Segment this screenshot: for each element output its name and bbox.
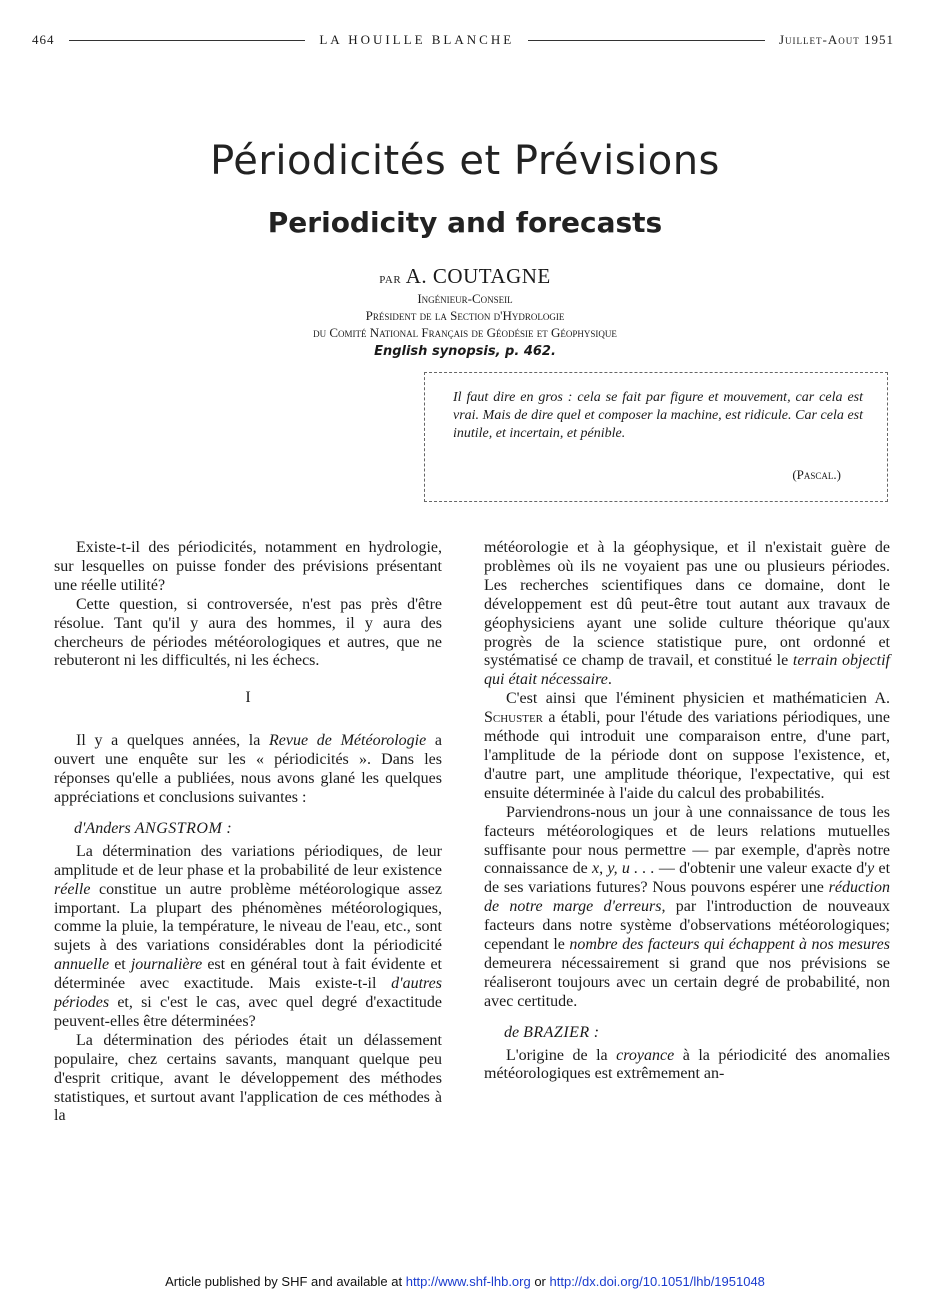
issue-date: Juillet-Aout 1951 xyxy=(778,32,894,47)
paragraph-delassement: La détermination des périodes était un délassement populaire, chez certains savants, manquant quelque peu d'esprit critique, avant le développement des méthodes statistiques, et surtout avant l'application de ces méthodes à la xyxy=(54,1031,442,1125)
left-column xyxy=(54,539,442,1126)
epigraph-quote: Il faut dire en gros : cela se fait par figure et mouvement, car cela est vrai. Mais de dire quel et composer la machine, est ridicule. Car cela est inutile, et incertain, et pénible. xyxy=(453,390,863,441)
intro-paragraph-2: Cette question, si controversée, n'est pas près d'être résolue. Tant qu'il y aura des hommes, il y aura des chercheurs de périodes météorologiques et autres, que ne rebuteront ni les difficultés, ni les échecs. xyxy=(54,595,442,670)
synopsis-reference: English synopsis, p. 462. xyxy=(374,344,556,359)
subhead-angstrom: d'Anders ANGSTROM : xyxy=(74,819,232,837)
affiliation-line-2: Président de la Section d'Hydrologie xyxy=(365,308,565,323)
page-number: 464 xyxy=(32,32,55,47)
header-rule-left xyxy=(69,40,306,41)
epigraph-attribution: (Pascal.) xyxy=(792,467,841,482)
journal-name: LA HOUILLE BLANCHE xyxy=(319,32,515,47)
affiliation-line-1: Ingénieur-Conseil xyxy=(417,291,513,306)
affiliation-line-3: du Comité National Français de Géodésie et Géophysique xyxy=(313,325,617,340)
article-title: Périodicités et Prévisions xyxy=(210,138,720,184)
paragraph-facteurs: Parviendrons-nous un jour à une connaissance de tous les facteurs météorologiques et de leurs relations mutuelles suffisante pour nous permettre — par exemple, d'après notre connaissance de x, y, u . . . — d'obtenir une valeur exacte d'y et de ses variations futures? Nous pouvons espérer une réduction de notre marge d'erreurs, par l'introduction de nouveaux facteurs dans notre système d'observations météorologiques; cependant le nombre des facteurs qui échappent à nos mesures demeurera nécessairement si grand que nos prévisions se réaliseront toujours avec un certain degré de probabilité, non avec certitude. xyxy=(484,803,891,1010)
paragraph-croyance: L'origine de la croyance à la périodicité des anomalies météorologiques est extrêmement an- xyxy=(484,1046,890,1083)
shf-link[interactable]: http://www.shf-lhb.org xyxy=(405,1274,531,1289)
article-subtitle: Periodicity and forecasts xyxy=(267,206,663,239)
paragraph-angstrom: La détermination des variations périodiques, de leur amplitude et de leur phase et la probabilité de leur existence réelle constitue un autre problème météorologique assez important. La plupart des phénomènes météorologiques, comme la pluie, la température, le niveau de l'eau, etc., sont sujets à des variations considérables dont la périodicité annuelle et journalière est en général tout à fait évidente et déterminée avec exactitude. Mais existe-t-il d'autres périodes et, si c'est le cas, avec quel degré d'exactitude peuvent-elles être déterminées? xyxy=(54,842,442,1030)
epigraph-box xyxy=(424,372,888,502)
paragraph-enquete: Il y a quelques années, la Revue de Météorologie a ouvert une enquête sur les « périodicités ». Dans les réponses qu'elle a publiées, nous avons glané les quelques appréciations et conclusions suivantes : xyxy=(54,732,443,806)
publication-footer: Article published by SHF and available at http://www.shf-lhb.org or http://dx.doi.org/10.1051/lhb/1951048 xyxy=(165,1274,765,1289)
header-rule-right xyxy=(528,40,765,41)
doi-link[interactable]: http://dx.doi.org/10.1051/lhb/1951048 xyxy=(549,1274,765,1289)
author-prefix: par xyxy=(379,271,402,287)
paragraph-schuster: C'est ainsi que l'éminent physicien et mathématicien A. Schuster a établi, pour l'étude des variations périodiques, une méthode qui introduit une comparaison entre, d'une part, l'amplitude de la période dont on suppose l'existence, et, d'autre part, une amplitude théorique, l'expectative, qui est ensuite déterminée à l'aide du calcul des probabilités. xyxy=(484,690,890,802)
paragraph-continuation: météorologie et à la géophysique, et il n'existait guère de problèmes où ils ne voyaient pas une ou plusieurs périodes. Les recherches scientifiques dans ce domaine, dont le développement est dû peut-être tout autant aux travaux de géophysiciens ayant une solide culture théorique qu'aux progrès de la science statistique pure, ont ordonné et systématisé ce champ de travail, et constitué le terrain objectif qui était nécessaire. xyxy=(484,539,890,689)
right-column xyxy=(484,539,890,1084)
section-number: I xyxy=(245,689,251,707)
author-line xyxy=(0,264,930,289)
running-head xyxy=(32,30,894,50)
subhead-brazier: de BRAZIER : xyxy=(504,1023,600,1041)
author-name: A. COUTAGNE xyxy=(405,264,551,288)
intro-paragraph-1: Existe-t-il des périodicités, notamment en hydrologie, sur lesquelles on puisse fonder des prévisions présentant une réelle utilité? xyxy=(54,539,442,594)
